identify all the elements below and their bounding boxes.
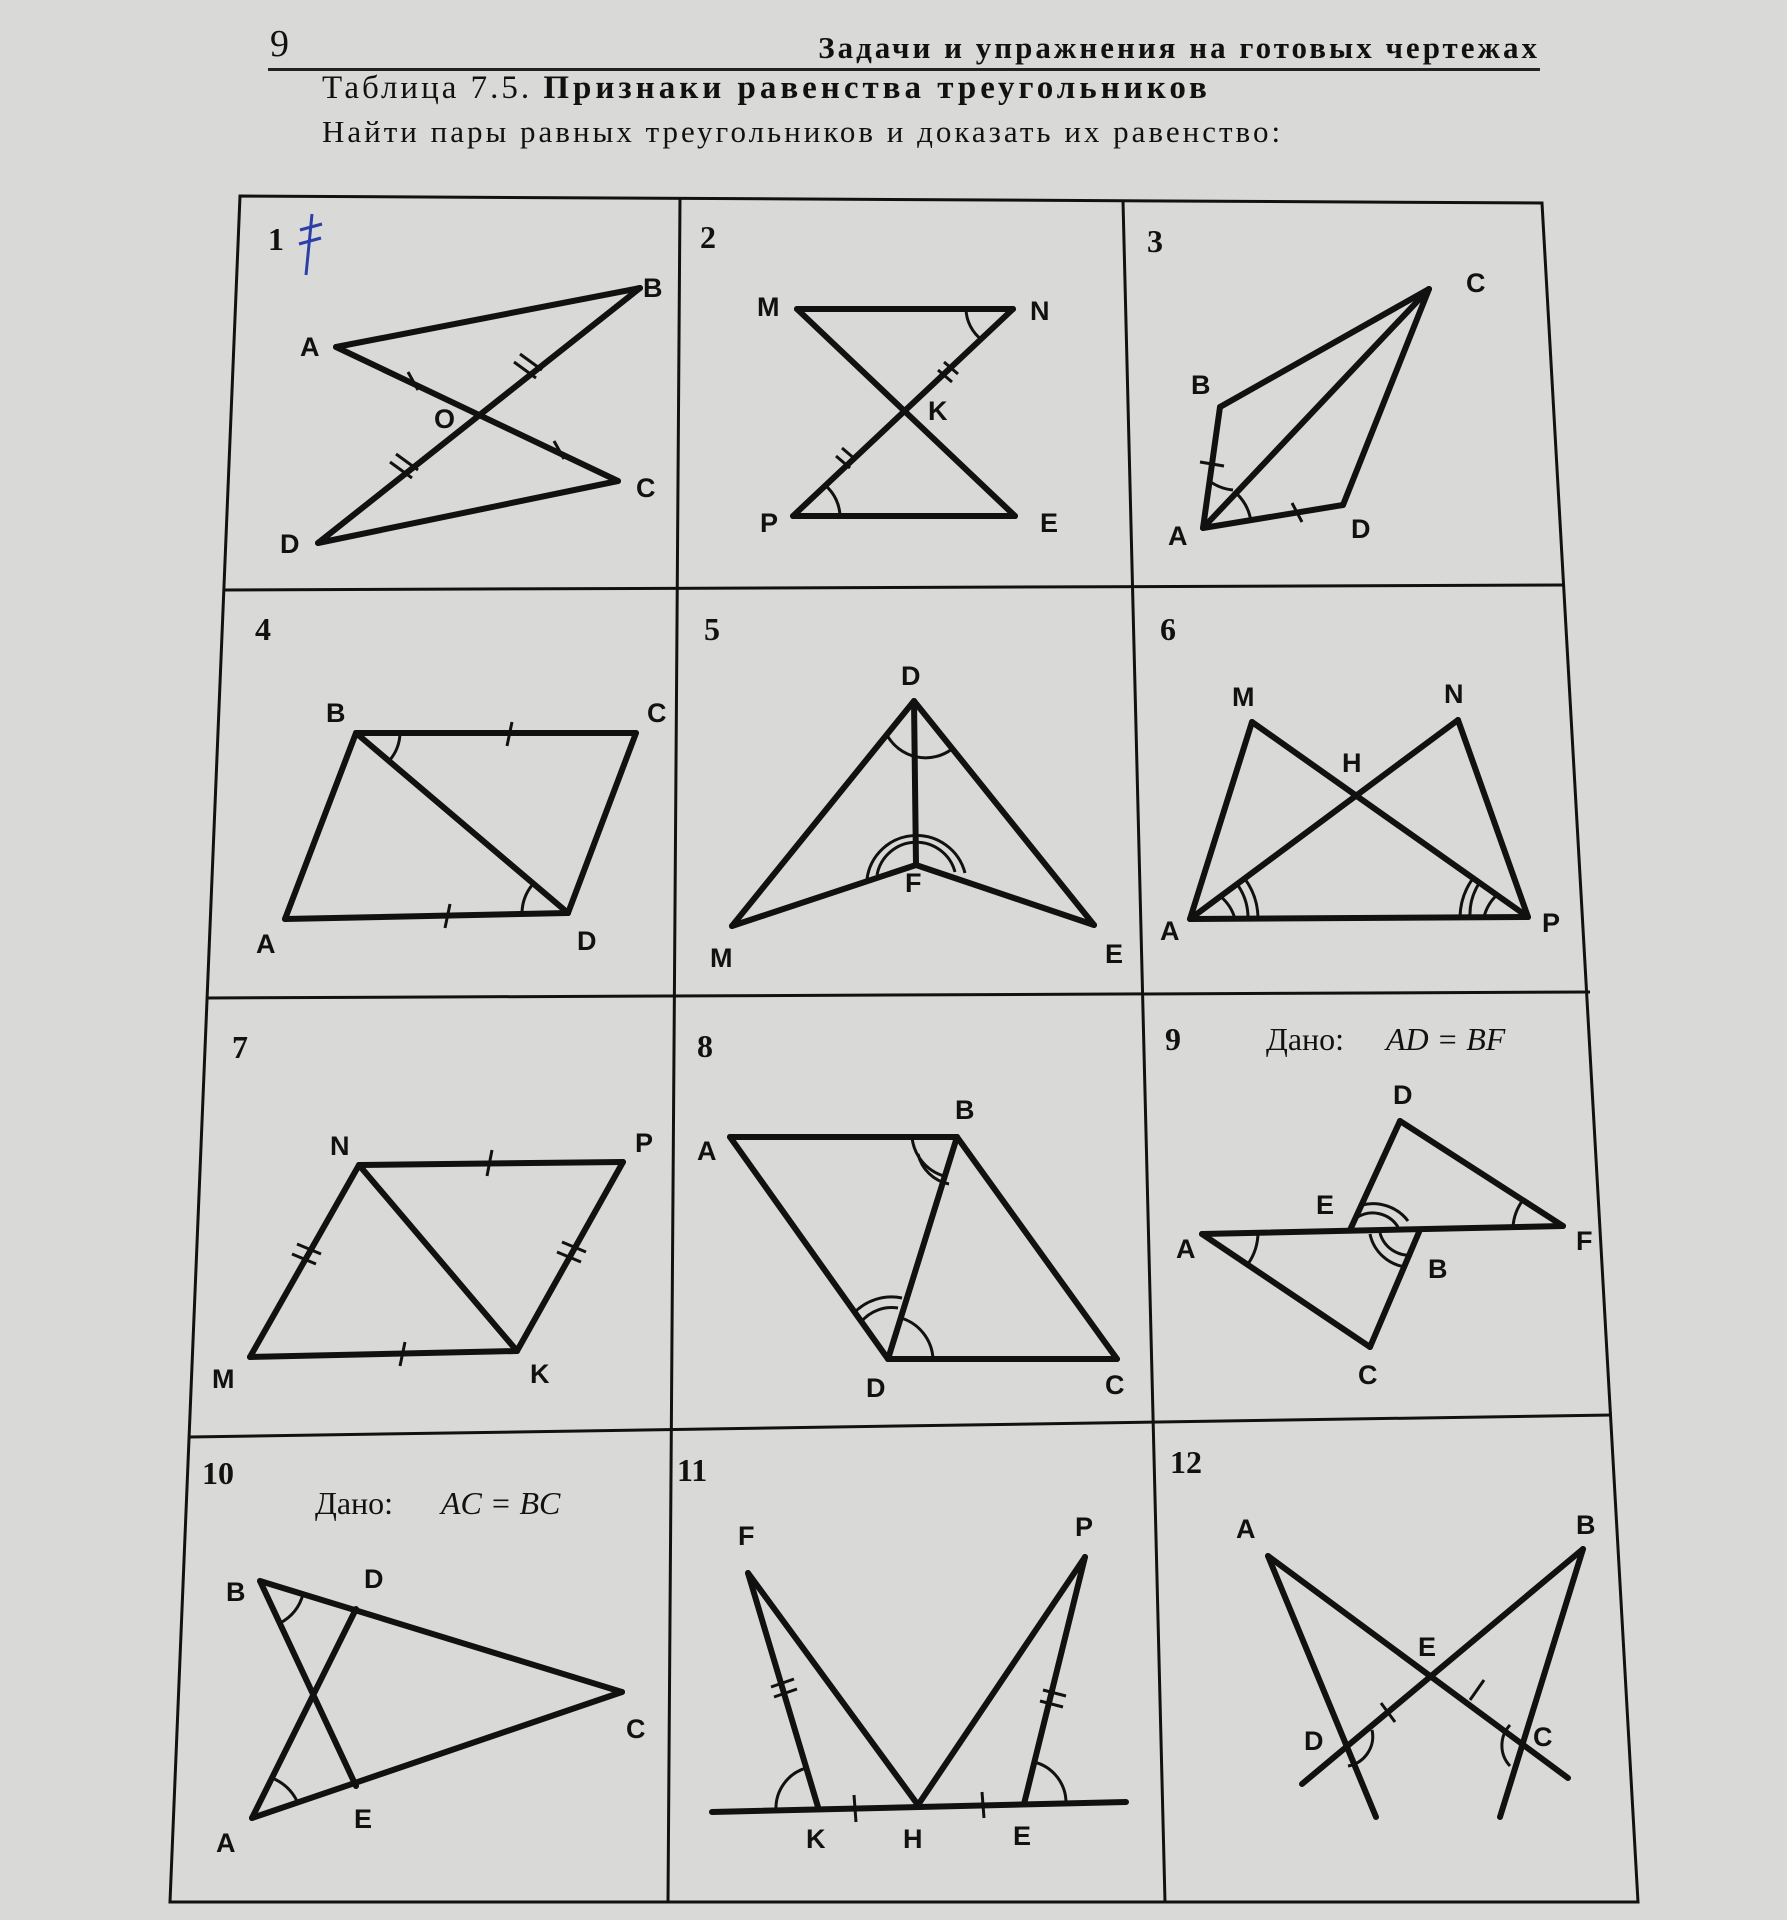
point-label: B: [326, 698, 346, 728]
point-label: M: [1232, 682, 1255, 712]
point-label: D: [1304, 1726, 1324, 1756]
given-expression: AD = BF: [1386, 1021, 1506, 1057]
figure-8: [697, 1028, 1125, 1403]
figure-4: [255, 611, 667, 959]
point-label: H: [1342, 748, 1362, 778]
point-label: E: [1013, 1821, 1032, 1851]
grid-row-1: [223, 585, 1563, 590]
cell-number: 1: [268, 221, 284, 257]
point-label: C: [1466, 268, 1486, 298]
point-label: M: [757, 292, 780, 322]
point-label: D: [901, 661, 921, 691]
point-label: B: [1428, 1254, 1448, 1284]
cell-number: 3: [1147, 223, 1163, 259]
given-label: Дано:: [1266, 1021, 1345, 1057]
point-label: C: [1105, 1370, 1125, 1400]
point-label: K: [806, 1824, 826, 1854]
figure-3: [1147, 223, 1486, 551]
cell-number: 10: [202, 1455, 234, 1491]
table-title-name: Признаки равенства треугольников: [543, 70, 1211, 106]
point-label: F: [1576, 1226, 1593, 1256]
point-label: F: [738, 1521, 755, 1551]
running-title: Задачи и упражнения на готовых чертежах: [818, 30, 1540, 65]
table-title-prefix: Таблица 7.5.: [322, 70, 533, 106]
point-label: B: [1576, 1510, 1596, 1540]
figure-5: [704, 611, 1123, 973]
figure-12: [1170, 1444, 1596, 1817]
point-label: M: [212, 1364, 235, 1394]
point-label: D: [1351, 514, 1371, 544]
cell-number: 12: [1170, 1444, 1202, 1480]
pen-mark-icon: [299, 214, 322, 275]
figure-10: [202, 1455, 646, 1858]
grid-col-2: [1123, 201, 1165, 1902]
point-label: P: [1542, 908, 1561, 938]
point-label: A: [256, 929, 276, 959]
cell-number: 7: [232, 1029, 248, 1065]
point-label: C: [636, 473, 656, 503]
page-number: 9: [270, 23, 289, 65]
point-label: M: [710, 943, 733, 973]
given-label: Дано:: [315, 1485, 394, 1521]
point-label: A: [1168, 521, 1188, 551]
point-label: N: [330, 1131, 350, 1161]
point-label: E: [1418, 1632, 1437, 1662]
cell-number: 9: [1165, 1021, 1181, 1057]
figure-2: [700, 219, 1058, 538]
grid-col-1: [668, 198, 680, 1902]
point-label: O: [434, 404, 456, 434]
point-label: B: [643, 273, 663, 303]
cell-number: 5: [704, 611, 720, 647]
point-label: E: [1040, 508, 1059, 538]
point-label: E: [354, 1804, 373, 1834]
grid-row-2: [206, 992, 1590, 998]
point-label: N: [1030, 296, 1050, 326]
point-label: D: [280, 529, 300, 559]
cell-number: 2: [700, 219, 716, 255]
figure-1: [268, 214, 663, 559]
cell-number: 11: [677, 1452, 708, 1488]
point-label: C: [1358, 1360, 1378, 1390]
point-label: K: [928, 396, 948, 426]
point-label: P: [760, 508, 779, 538]
task-statement: Найти пары равных треугольников и доказать их равенство:: [322, 114, 1284, 149]
point-label: B: [955, 1095, 975, 1125]
figure-9: [1165, 1021, 1593, 1390]
point-label: C: [626, 1714, 646, 1744]
point-label: D: [1393, 1080, 1413, 1110]
point-label: A: [300, 332, 320, 362]
point-label: P: [635, 1128, 654, 1158]
point-label: D: [866, 1373, 886, 1403]
point-label: B: [226, 1577, 246, 1607]
point-label: K: [530, 1359, 550, 1389]
point-label: P: [1075, 1512, 1094, 1542]
point-label: E: [1316, 1190, 1335, 1220]
cell-number: 4: [255, 611, 271, 647]
point-label: A: [1236, 1514, 1256, 1544]
cell-number: 8: [697, 1028, 713, 1064]
point-label: A: [1160, 916, 1180, 946]
point-label: A: [1176, 1234, 1196, 1264]
point-label: E: [1105, 939, 1124, 969]
point-label: N: [1444, 679, 1464, 709]
point-label: C: [647, 698, 667, 728]
point-label: F: [905, 868, 922, 898]
figure-11: [677, 1452, 1126, 1854]
point-label: C: [1533, 1722, 1553, 1752]
cell-number: 6: [1160, 611, 1176, 647]
point-label: D: [364, 1564, 384, 1594]
point-label: A: [216, 1828, 236, 1858]
grid-row-3: [190, 1415, 1612, 1437]
given-expression: AC = BC: [441, 1485, 561, 1521]
point-label: H: [903, 1824, 923, 1854]
figure-7: [212, 1029, 653, 1394]
point-label: B: [1191, 370, 1211, 400]
point-label: A: [697, 1136, 717, 1166]
point-label: D: [577, 926, 597, 956]
figure-6: [1160, 611, 1560, 946]
